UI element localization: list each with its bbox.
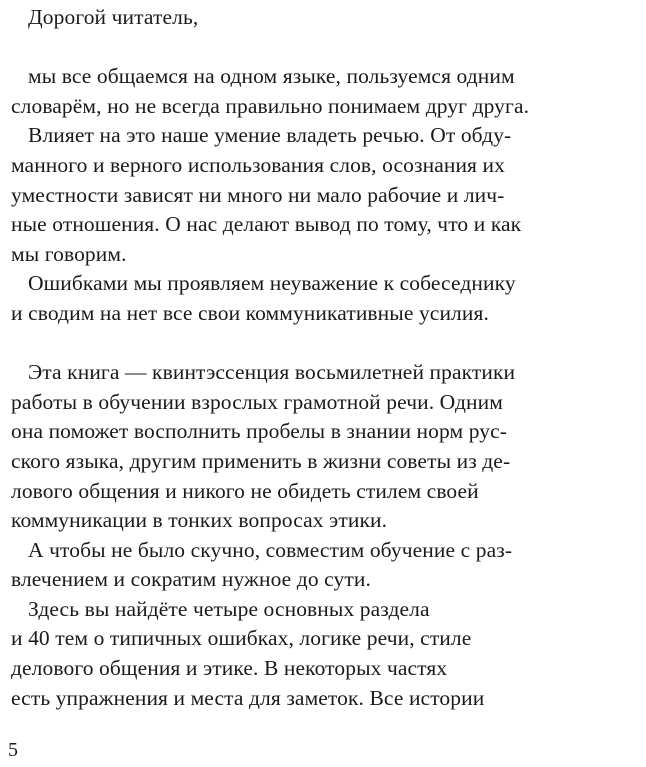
text-line: Эта книга — квинтэссенция восьмилетней практики (28, 360, 516, 385)
page-number: 5 (8, 739, 18, 761)
text-line: ные отношения. О нас делают вывод по тому, что и как (11, 212, 522, 237)
text-line: Влияет на это наше умение владеть речью. От обду- (28, 123, 512, 148)
paragraph-6 (11, 595, 639, 713)
paragraph-1 (11, 62, 639, 121)
text-line: Здесь вы найдёте четыре основных раздела (28, 596, 430, 621)
text-line: есть упражнения и места для заметок. Все истории (11, 685, 485, 710)
text-line: мы все общаемся на одном языке, пользуемся одним (28, 64, 515, 89)
text-line: мы говорим. (11, 241, 127, 266)
text-line: манного и верного использования слов, осознания их (11, 152, 505, 177)
paragraph-4 (11, 358, 639, 536)
text-line: уместности зависят ни много ни мало рабочие и лич- (11, 182, 505, 207)
text-line: делового общения и этике. В некоторых частях (11, 656, 448, 681)
text-line: коммуникации в тонких вопросах этики. (11, 508, 388, 533)
blank-line (11, 329, 639, 359)
text-line: А чтобы не было скучно, совместим обучение с раз- (28, 537, 513, 562)
text-line: ского языка, другим применить в жизни советы из де- (11, 448, 511, 473)
paragraph-5 (11, 536, 639, 595)
text-line: и сводим на нет все свои коммуникативные усилия. (11, 300, 489, 325)
blank-line (11, 33, 639, 63)
text-line: словарём, но не всегда правильно понимаем друг друга. (11, 93, 530, 118)
text-line: работы в обучении взрослых грамотной речи. Одним (11, 389, 503, 414)
paragraph-2 (11, 121, 639, 269)
text-line: влечением и сократим нужное до сути. (11, 567, 371, 592)
text-line: Ошибками мы проявляем неуважение к собеседнику (28, 271, 516, 296)
paragraph-3 (11, 269, 639, 328)
text-line: и 40 тем о типичных ошибках, логике речи, стиле (11, 626, 472, 651)
text-line: она поможет восполнить пробелы в знании норм рус- (11, 419, 508, 444)
text-line: лового общения и никого не обидеть стилем своей (11, 478, 479, 503)
body-text (11, 3, 639, 713)
greeting: Дорогой читатель, (28, 5, 199, 29)
